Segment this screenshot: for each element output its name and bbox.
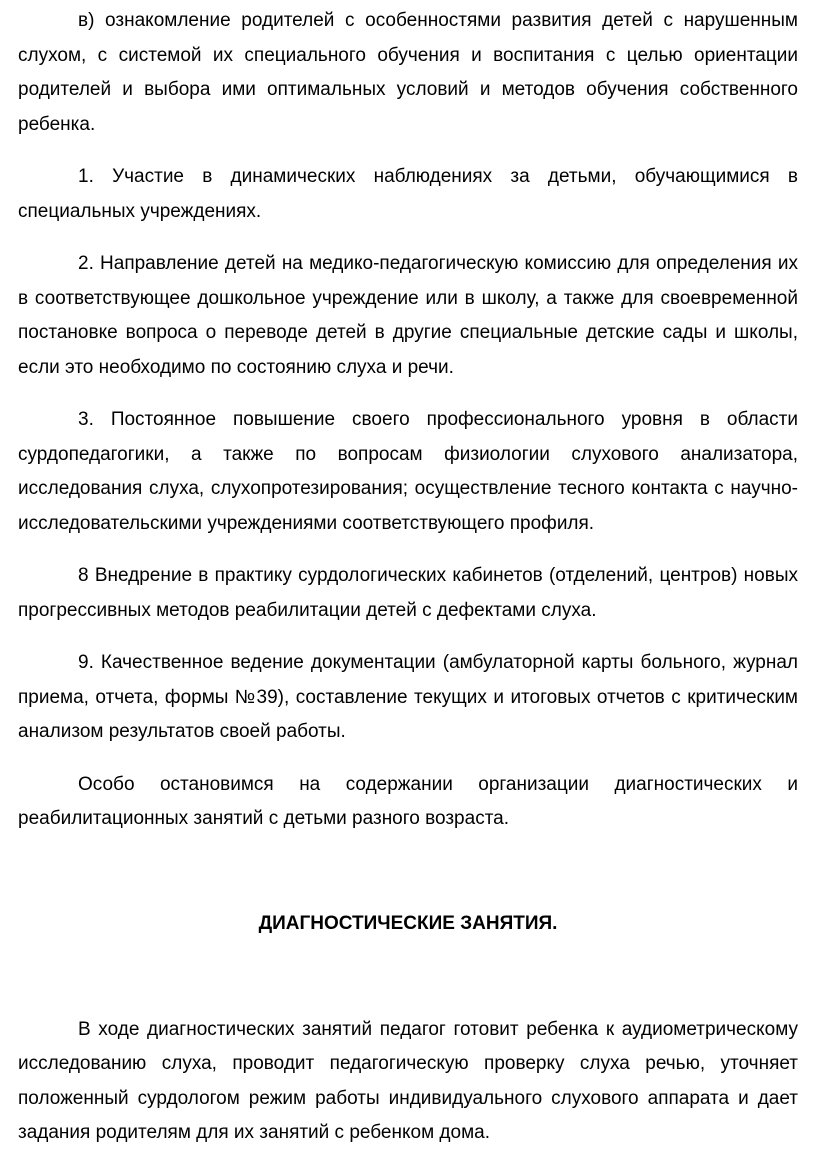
section-heading: ДИАГНОСТИЧЕСКИЕ ЗАНЯТИЯ. (258, 912, 558, 934)
paragraph-parents-familiarization: в) ознакомление родителей с особенностями развития детей с нарушенным слухом, с системой их специального обучения и воспитания с целью ориентации родителей и выбора ими оптимальных условий и методов обучения собственного ребенка. (18, 10, 798, 135)
paragraph-item-3: 3. Постоянное повышение своего профессионального уровня в области сурдопедагогики, а также по вопросам физиологии слухового анализатора, исследования слуха, слухопротезирования; осуществление тесного контакта с научно-исследовательскими учреждениями соответствующего профиля. (18, 409, 798, 534)
paragraph-item-2: 2. Направление детей на медико-педагогическую комиссию для определения их в соответствующее дошкольное учреждение или в школу, а также для своевременной постановке вопроса о переводе детей в другие специальные детские сады и школы, если это необходимо по состоянию слуха и речи. (18, 253, 798, 378)
document-page (18, 0, 798, 1151)
paragraph-intro-sessions: Особо остановимся на содержании организации диагностических и реабилитационных занятий с детьми разного возраста. (18, 773, 798, 829)
paragraph-diagnostic-sessions: В ходе диагностических занятий педагог готовит ребенка к аудиометрическому исследованию слуха, проводит педагогическую проверку слуха речью, уточняет положенный сурдологом режим работы индивидуального слухового аппарата и дает задания родителям для их занятий с ребенком дома. (18, 1018, 798, 1143)
paragraph-item-1: 1. Участие в динамических наблюдениях за детьми, обучающимися в специальных учреждениях. (18, 166, 798, 222)
paragraph-item-8: 8 Внедрение в практику сурдологических кабинетов (отделений, центров) новых прогрессивных методов реабилитации детей с дефектами слуха. (18, 565, 798, 621)
paragraph-item-9: 9. Качественное ведение документации (амбулаторной карты больного, журнал приема, отчета, формы №39), составление текущих и итоговых отчетов с критическим анализом результатов своей работы. (18, 652, 798, 742)
